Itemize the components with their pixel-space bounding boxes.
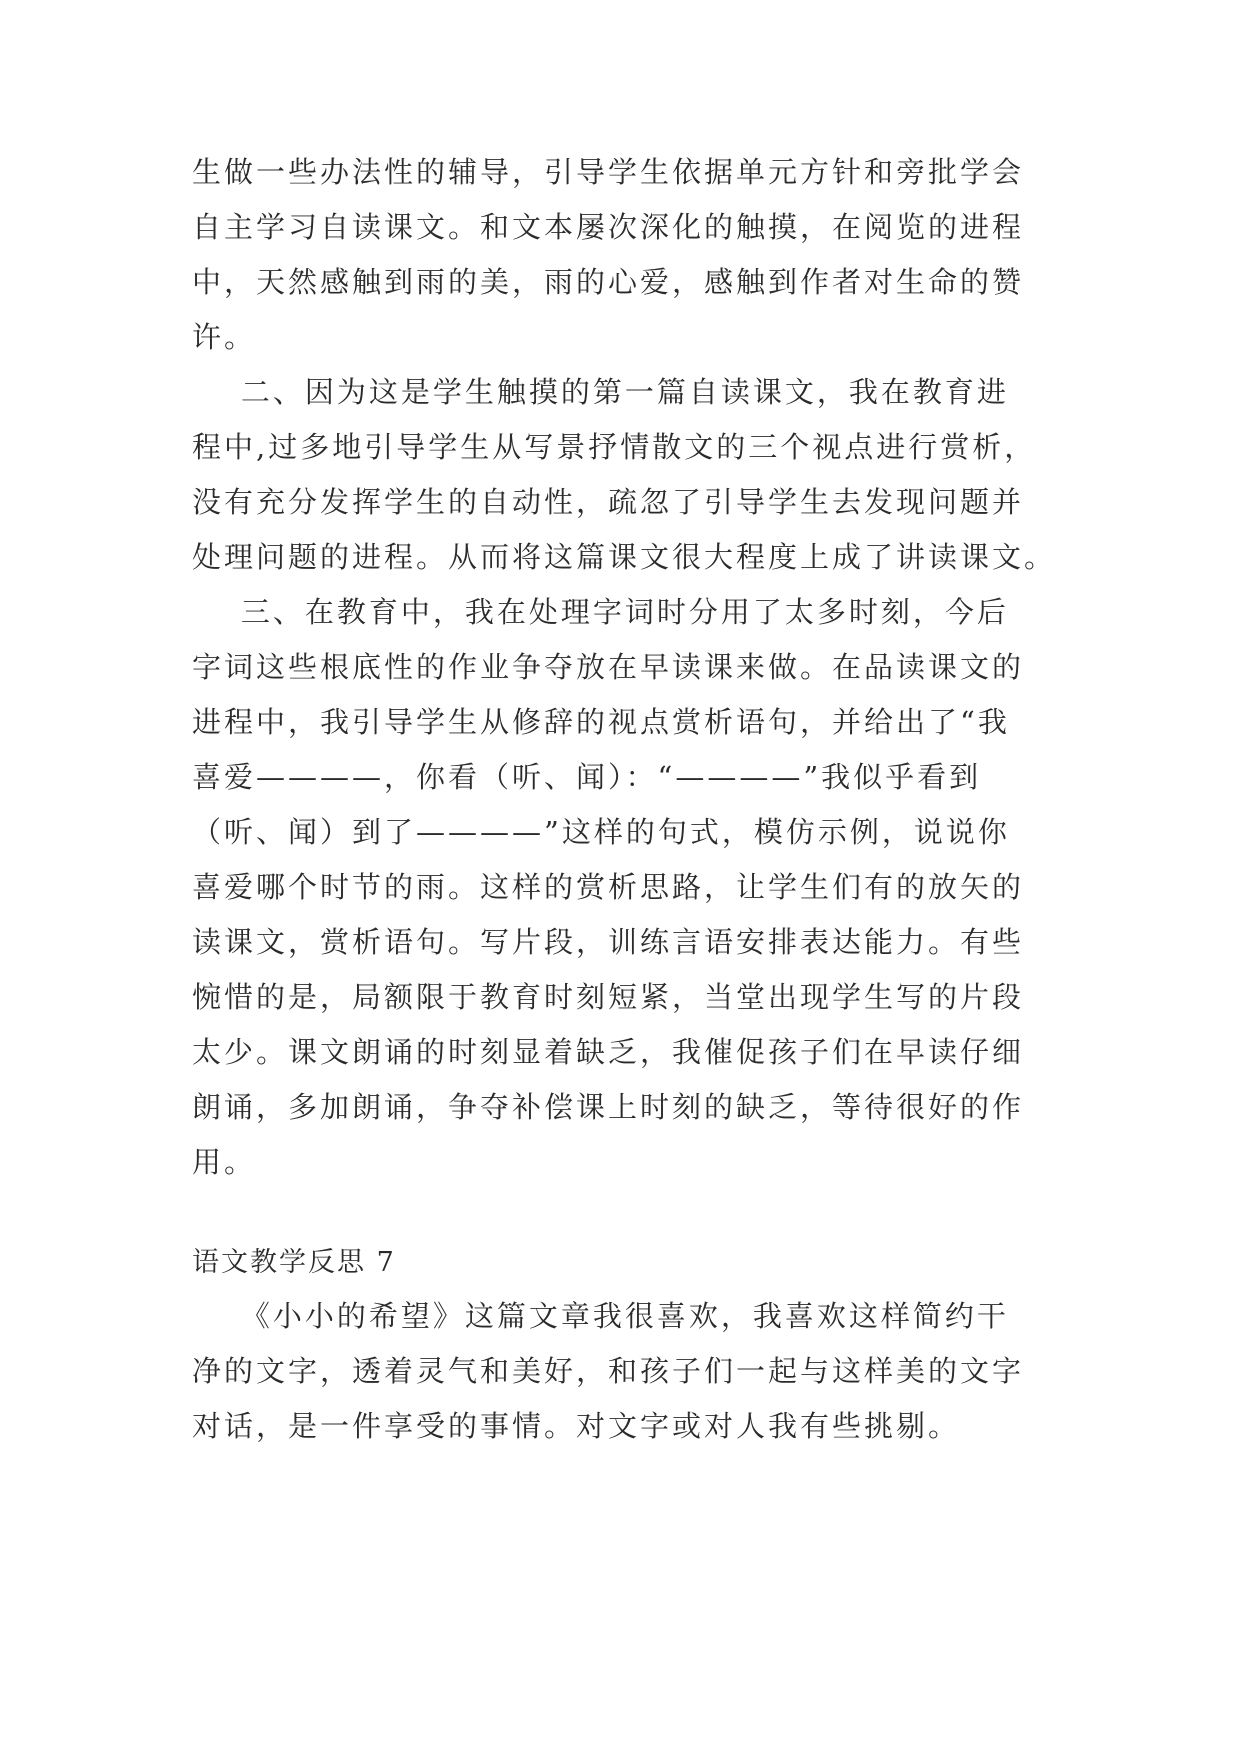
body-line: 二、因为这是学生触摸的第一篇自读课文，我在教育进 — [192, 375, 1009, 409]
body-line: 惋惜的是，局额限于教育时刻短紧，当堂出现学生写的片段 — [192, 980, 1025, 1014]
body-line: （听、闻）到了————”这样的句式，模仿示例，说说你 — [192, 815, 1010, 849]
section-title: 语文教学反思 7 — [192, 1247, 396, 1278]
body-line: 进程中，我引导学生从修辞的视点赏析语句，并给出了“我 — [192, 705, 1010, 739]
body-line: 喜爱————，你看（听、闻）：“————”我似乎看到 — [192, 760, 982, 794]
body-line: 程中,过多地引导学生从写景抒情散文的三个视点进行赏析， — [192, 430, 1037, 464]
body-line: 用。 — [192, 1145, 257, 1179]
body-line: 读课文，赏析语句。写片段，训练言语安排表达能力。有些 — [192, 925, 1025, 959]
body-line: 对话，是一件享受的事情。对文字或对人我有些挑剔。 — [192, 1409, 961, 1443]
body-line: 没有充分发挥学生的自动性，疏忽了引导学生去发现问题并 — [192, 485, 1025, 519]
body-line: 《小小的希望》这篇文章我很喜欢，我喜欢这样简约干 — [192, 1299, 1009, 1333]
body-line: 自主学习自读课文。和文本屡次深化的触摸，在阅览的进程 — [192, 210, 1025, 244]
body-line: 中，天然感触到雨的美，雨的心爱，感触到作者对生命的赞 — [192, 265, 1025, 299]
body-line: 生做一些办法性的辅导，引导学生依据单元方针和旁批学会 — [192, 155, 1025, 189]
body-line: 太少。课文朗诵的时刻显着缺乏，我催促孩子们在早读仔细 — [192, 1035, 1025, 1069]
body-line: 朗诵，多加朗诵，争夺补偿课上时刻的缺乏，等待很好的作 — [192, 1090, 1025, 1124]
body-line: 净的文字，透着灵气和美好，和孩子们一起与这样美的文字 — [192, 1354, 1025, 1388]
body-line: 处理问题的进程。从而将这篇课文很大程度上成了讲读课文。 — [192, 540, 1057, 574]
body-line: 三、在教育中，我在处理字词时分用了太多时刻，今后 — [192, 595, 1009, 629]
body-line: 许。 — [192, 320, 257, 354]
body-line: 字词这些根底性的作业争夺放在早读课来做。在品读课文的 — [192, 650, 1025, 684]
body-line: 喜爱哪个时节的雨。这样的赏析思路，让学生们有的放矢的 — [192, 870, 1025, 904]
